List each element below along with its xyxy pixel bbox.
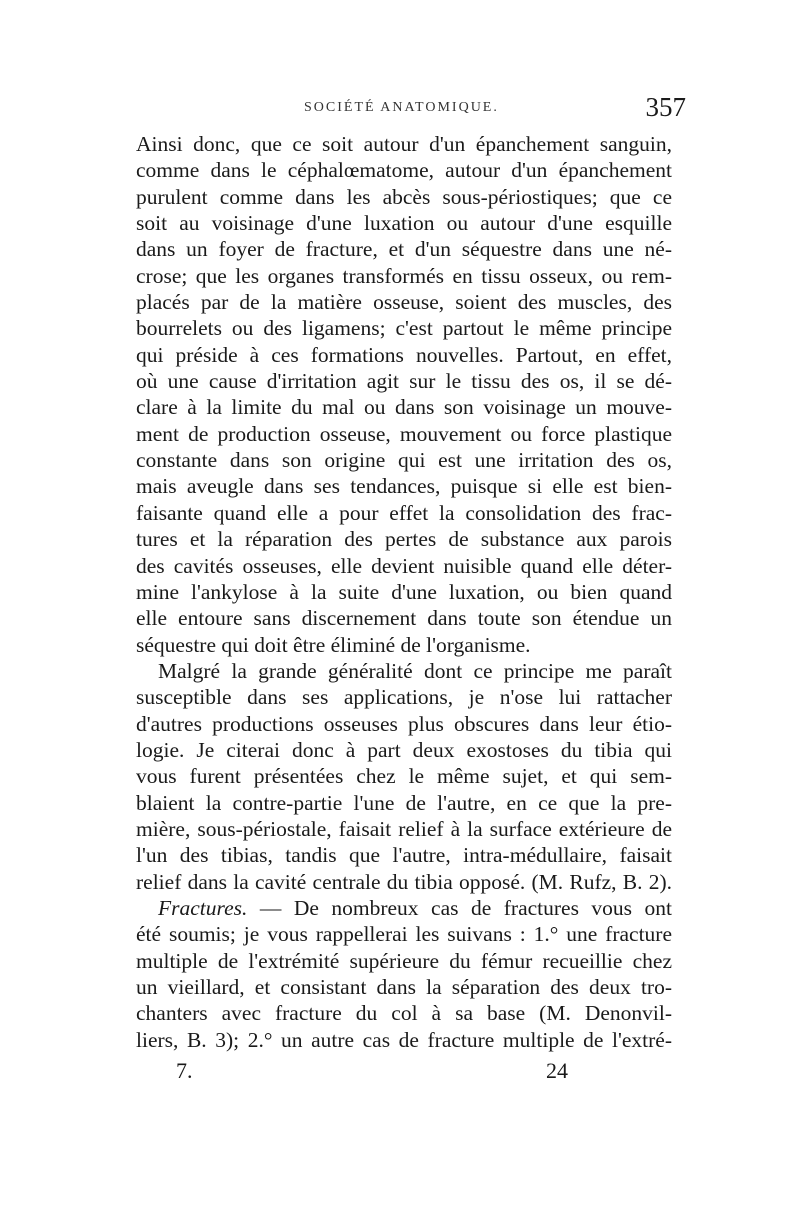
text-line: liers, B. 3); 2.° un autre cas de fracture multiple de l'extré- [136, 1027, 672, 1052]
text-line: constante dans son origine qui est une irritation des os, [136, 448, 672, 473]
text-line: vous furent présentées chez le même sujet, et qui sem- [136, 764, 672, 789]
text-line: purulent comme dans les abcès sous-périostiques; que ce [136, 184, 672, 209]
running-head: SOCIÉTÉ ANATOMIQUE. [304, 100, 499, 115]
text-line: chanters avec fracture du col à sa base (M. Denonvil- [136, 1001, 672, 1026]
text-line: Ainsi donc, que ce soit autour d'un épanchement sanguin, [136, 132, 672, 156]
text-line: elle entoure sans discernement dans toute son étendue un [136, 606, 672, 631]
text-line: séquestre qui doit être éliminé de l'organisme. [136, 632, 531, 657]
text-line: été soumis; je vous rappellerai les suivans : 1.° une fracture [136, 922, 672, 947]
text-line: où une cause d'irritation agit sur le tissu des os, il se dé- [136, 369, 672, 394]
text-line: logie. Je citerai donc à part deux exostoses du tibia qui [136, 737, 672, 762]
body-text [136, 131, 672, 1053]
text-line: comme dans le céphalœmatome, autour d'un épanchement [136, 158, 672, 183]
page-header [136, 92, 686, 126]
text-line: Malgré la grande généralité dont ce principe me paraît [158, 658, 672, 683]
text-line: qui préside à ces formations nouvelles. Partout, en effet, [136, 342, 672, 367]
text-line: mais aveugle dans ses tendances, puisque si elle est bien- [136, 474, 672, 499]
text-line: susceptible dans ses applications, je n'ose lui rattacher [136, 685, 672, 710]
text-line: relief dans la cavité centrale du tibia opposé. (M. Rufz, B. 2). [136, 869, 672, 894]
text-line: soit au voisinage d'une luxation ou autour d'une esquille [136, 211, 672, 236]
text-line: un vieillard, et consistant dans la séparation des deux tro- [136, 975, 672, 999]
text-line: faisante quand elle a pour effet la consolidation des frac- [136, 500, 672, 525]
text-line: crose; que les organes transformés en tissu osseux, ou rem- [136, 263, 672, 288]
text-line: d'autres productions osseuses plus obscures dans leur étio- [136, 711, 672, 736]
text-line: Fractures. — De nombreux cas de fractures vous ont [158, 895, 672, 920]
text-line: dans un foyer de fracture, et d'un séquestre dans une né- [136, 237, 672, 262]
text-line: blaient la contre-partie l'une de l'autre, en ce que la pre- [136, 790, 672, 815]
page-number: 357 [645, 92, 686, 122]
text-line: multiple de l'extrémité supérieure du fémur recueillie chez [136, 948, 672, 973]
page-footer [136, 1058, 672, 1088]
sheet-number: 24 [546, 1058, 568, 1083]
text-line: clare à la limite du mal ou dans son voisinage un mouve- [136, 395, 672, 420]
text-line: des cavités osseuses, elle devient nuisible quand elle déter- [136, 553, 672, 578]
signature-mark: 7. [176, 1058, 193, 1083]
text-line: l'un des tibias, tandis que l'autre, intra-médullaire, faisait [136, 843, 672, 868]
text-line: mine l'ankylose à la suite d'une luxation, ou bien quand [136, 579, 672, 604]
text-line: tures et la réparation des pertes de substance aux parois [136, 527, 672, 552]
text-line: placés par de la matière osseuse, soient des muscles, des [136, 290, 672, 315]
text-line: bourrelets ou des ligamens; c'est partout le même principe [136, 316, 672, 341]
section-heading: Fractures. [158, 895, 248, 920]
text-line: ment de production osseuse, mouvement ou force plastique [136, 421, 672, 446]
text-line: mière, sous-périostale, faisait relief à la surface extérieure de [136, 816, 672, 841]
